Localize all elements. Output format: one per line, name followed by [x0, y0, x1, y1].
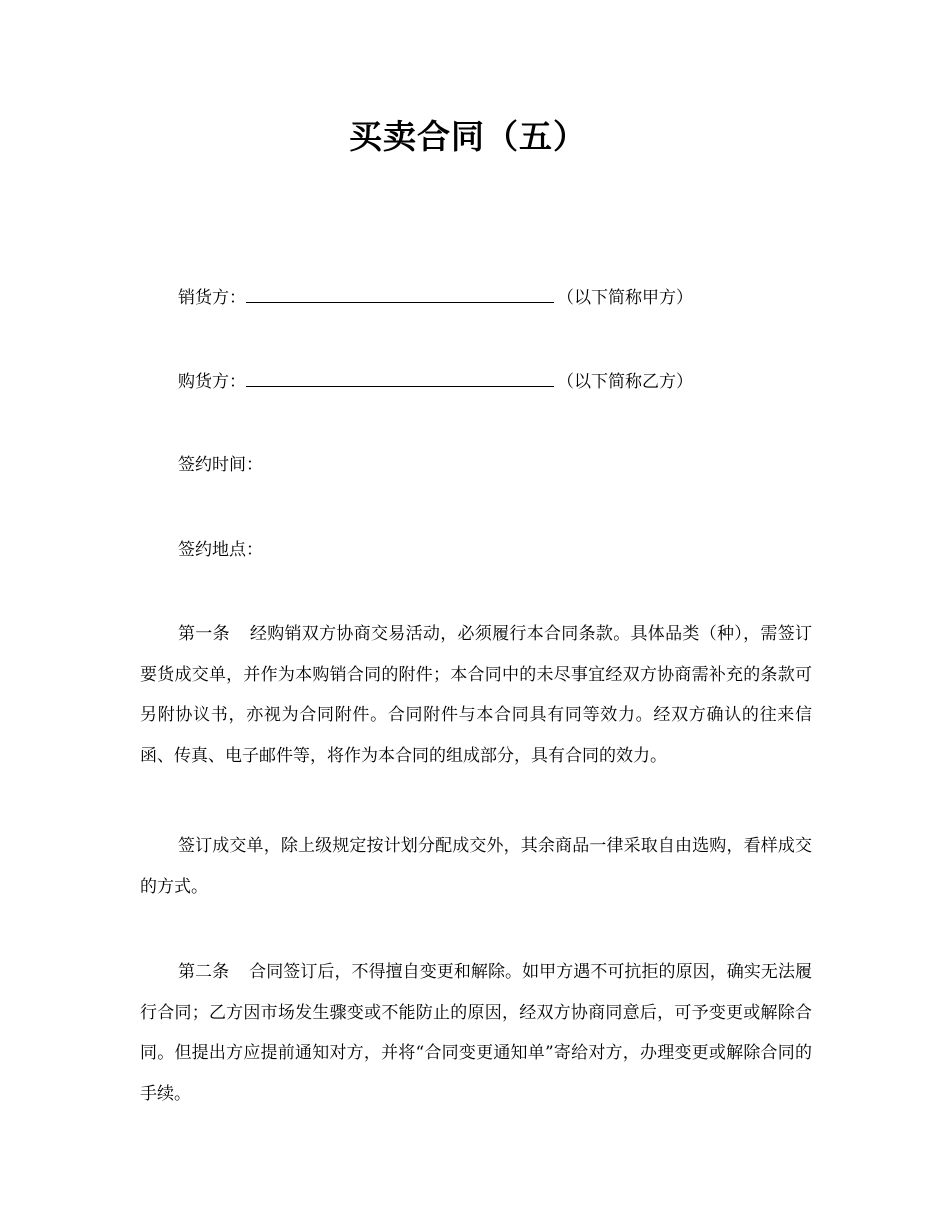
seller-field: [178, 282, 693, 312]
buyer-field: [178, 366, 693, 396]
article-2-heading: 第二条: [178, 962, 230, 982]
article-1-text: 经购销双方协商交易活动，必须履行本合同条款。具体品类（种），需签订要货成交单，并作为本购销合同的附件；本合同中的未尽事宜经双方协商需补充的条款可另附协议书，亦视为合同附件。合同附件与本合同具有同等效力。经双方确认的往来信函、传真、电子邮件等，将作为本合同的组成部分，具有合同的效力。: [140, 624, 813, 766]
seller-label: 销货方：: [178, 288, 246, 308]
paragraph-2-text: 签订成交单，除上级规定按计划分配成交外，其余商品一律采取自由选购，看样成交的方式。: [140, 836, 812, 897]
article-1: [140, 614, 812, 776]
buyer-name-blank: [246, 366, 554, 387]
sign-time-label: 签约时间：: [178, 455, 263, 475]
article-2-text: 合同签订后，不得擅自变更和解除。如甲方遇不可抗拒的原因，确实无法履行合同；乙方因市场发生骤变或不能防止的原因，经双方协商同意后，可予变更或解除合同。但提出方应提前通知对方，并将“合同变更通知单”寄给对方，办理变更或解除合同的手续。: [140, 962, 812, 1104]
article-2: [140, 952, 812, 1114]
paragraph-2: [140, 826, 812, 907]
article-1-heading: 第一条: [178, 624, 230, 644]
sign-place-label: 签约地点：: [178, 540, 263, 560]
document-title: 买卖合同（五）: [349, 117, 587, 156]
sign-time-field: [178, 451, 263, 479]
buyer-note: （以下简称乙方）: [557, 372, 693, 392]
seller-name-blank: [246, 282, 554, 303]
buyer-label: 购货方：: [178, 372, 246, 392]
seller-note: （以下简称甲方）: [557, 288, 693, 308]
sign-place-field: [178, 536, 263, 564]
